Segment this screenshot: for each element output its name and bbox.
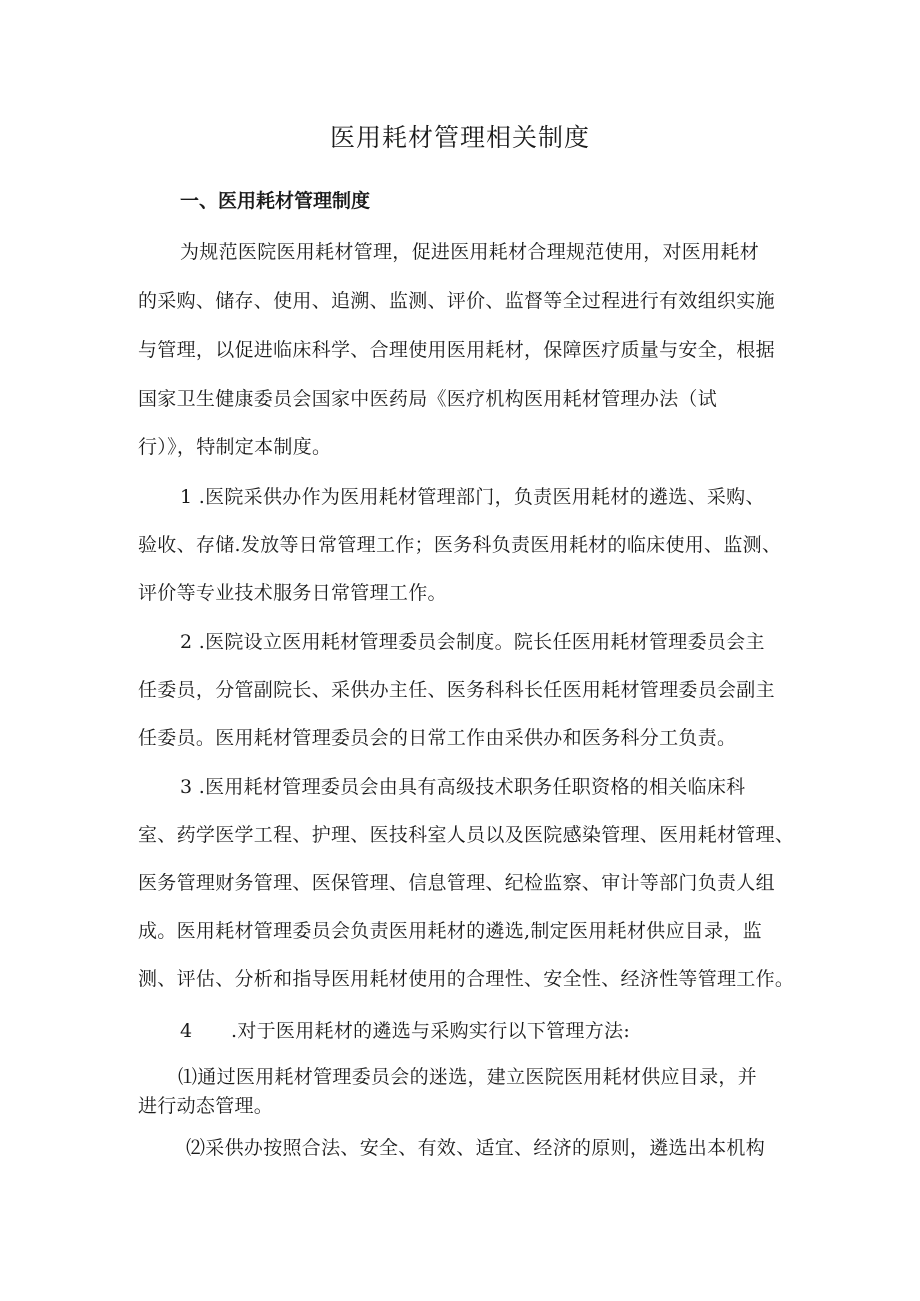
paragraph-line: 2 .医院设立医用耗材管理委员会制度。院长任医用耗材管理委员会主 xyxy=(180,631,765,653)
paragraph-line: 任委员，分管副院长、采供办主任、医务科科长任医用耗材管理委员会副主 xyxy=(138,679,775,701)
paragraph-line: 1 .医院采供办作为医用耗材管理部门，负责医用耗材的遴选、采购、 xyxy=(180,486,765,508)
document-title: 医用耗材管理相关制度 xyxy=(329,123,590,152)
paragraph-line: 成。医用耗材管理委员会负责医用耗材的遴选,制定医用耗材供应目录，监 xyxy=(138,920,762,942)
paragraph-line: 验收、存储.发放等日常管理工作；医务科负责医用耗材的临床使用、监测、 xyxy=(138,534,782,556)
paragraph-line: 4 .对于医用耗材的遴选与采购实行以下管理方法: xyxy=(180,1020,631,1042)
paragraph-line: ⑵采供办按照合法、安全、有效、适宜、经济的原则，遴选出本机构 xyxy=(186,1137,766,1159)
paragraph-line: 室、药学医学工程、护理、医技科室人员以及医院感染管理、医用耗材管理、 xyxy=(138,824,795,846)
paragraph-line: 任委员。医用耗材管理委员会的日常工作由采供办和医务科分工负责。 xyxy=(138,727,737,749)
paragraph-line: 医务管理财务管理、医保管理、信息管理、纪检监察、审计等部门负责人组 xyxy=(138,872,775,894)
paragraph-line: 3 .医用耗材管理委员会由具有高级技术职务任职资格的相关临床科 xyxy=(180,776,746,798)
paragraph-line: 的采购、储存、使用、追溯、监测、评价、监督等全过程进行有效组织实施 xyxy=(138,290,775,312)
paragraph-line: 评价等专业技术服务日常管理工作。 xyxy=(138,582,447,604)
paragraph-line: ⑴通过医用耗材管理委员会的迷选，建立医院医用耗材供应目录，并 xyxy=(178,1066,758,1088)
paragraph-line: 进行动态管理。 xyxy=(138,1095,274,1117)
section-heading: 一、医用耗材管理制度 xyxy=(180,190,371,212)
paragraph-line: 与管理，以促进临床科学、合理使用医用耗材，保障医疗质量与安全，根据 xyxy=(138,339,775,361)
paragraph-line: 测、评估、分析和指导医用耗材使用的合理性、安全性、经济性等管理工作。 xyxy=(138,968,795,990)
paragraph-line: 国家卫生健康委员会国家中医药局《医疗机构医用耗材管理办法（试 xyxy=(138,388,718,410)
paragraph-line: 行）》，特制定本制度。 xyxy=(138,436,332,458)
paragraph-line: 为规范医院医用耗材管理，促进医用耗材合理规范使用，对医用耗材 xyxy=(180,241,760,263)
